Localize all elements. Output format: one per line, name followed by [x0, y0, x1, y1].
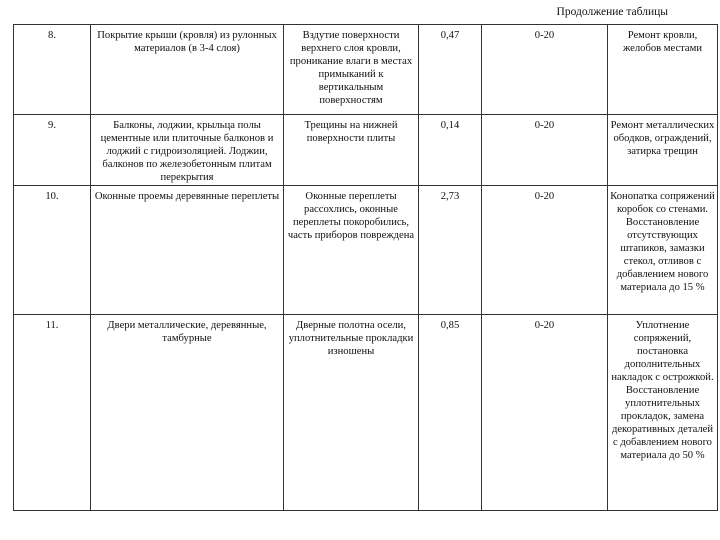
table-continuation-caption: Продолжение таблицы	[556, 6, 668, 18]
structural-element: Балконы, лоджии, крыльца полы цементные или плиточные балконов и лоджий с гидроизоляцией. Лоджии, балконов по железобетонным плитам перекрытия	[91, 115, 284, 186]
table-row	[14, 115, 718, 186]
defects-table	[13, 24, 718, 511]
wear-range: 0-20	[482, 115, 608, 186]
wear-range: 0-20	[482, 186, 608, 315]
table-row	[14, 186, 718, 315]
defect-description: Дверные полотна осели, уплотнительные прокладки изношены	[284, 315, 419, 511]
defect-description: Оконные переплеты рассохлись, оконные переплеты покоробились, часть приборов повреждена	[284, 186, 419, 315]
table-row	[14, 25, 718, 115]
wear-range: 0-20	[482, 25, 608, 115]
structural-element: Двери металлические, деревянные, тамбурные	[91, 315, 284, 511]
row-number: 10.	[14, 186, 91, 315]
defect-description: Трещины на нижней поверхности плиты	[284, 115, 419, 186]
structural-element: Оконные проемы деревянные переплеты	[91, 186, 284, 315]
defect-value: 0,14	[419, 115, 482, 186]
repair-works: Уплотнение сопряжений, постановка дополнительных накладок с острожкой. Восстановление уплотнительных прокладок, замена декоративных деталей с добавлением нового материала до 50 %	[608, 315, 718, 511]
structural-element: Покрытие крыши (кровля) из рулонных материалов (в 3-4 слоя)	[91, 25, 284, 115]
repair-works: Конопатка сопряжений коробок со стенами. Восстановление отсутствующих штапиков, замазки стекол, отливов с добавлением нового материала до 15 %	[608, 186, 718, 315]
row-number: 11.	[14, 315, 91, 511]
defect-value: 0,85	[419, 315, 482, 511]
row-number: 9.	[14, 115, 91, 186]
defect-value: 2,73	[419, 186, 482, 315]
wear-range: 0-20	[482, 315, 608, 511]
repair-works: Ремонт кровли, желобов местами	[608, 25, 718, 115]
defect-description: Вздутие поверхности верхнего слоя кровли, проникание влаги в местах примыканий к вертикальным поверхностям	[284, 25, 419, 115]
repair-works: Ремонт металлических ободков, ограждений, затирка трещин	[608, 115, 718, 186]
defect-value: 0,47	[419, 25, 482, 115]
row-number: 8.	[14, 25, 91, 115]
table-row	[14, 315, 718, 511]
